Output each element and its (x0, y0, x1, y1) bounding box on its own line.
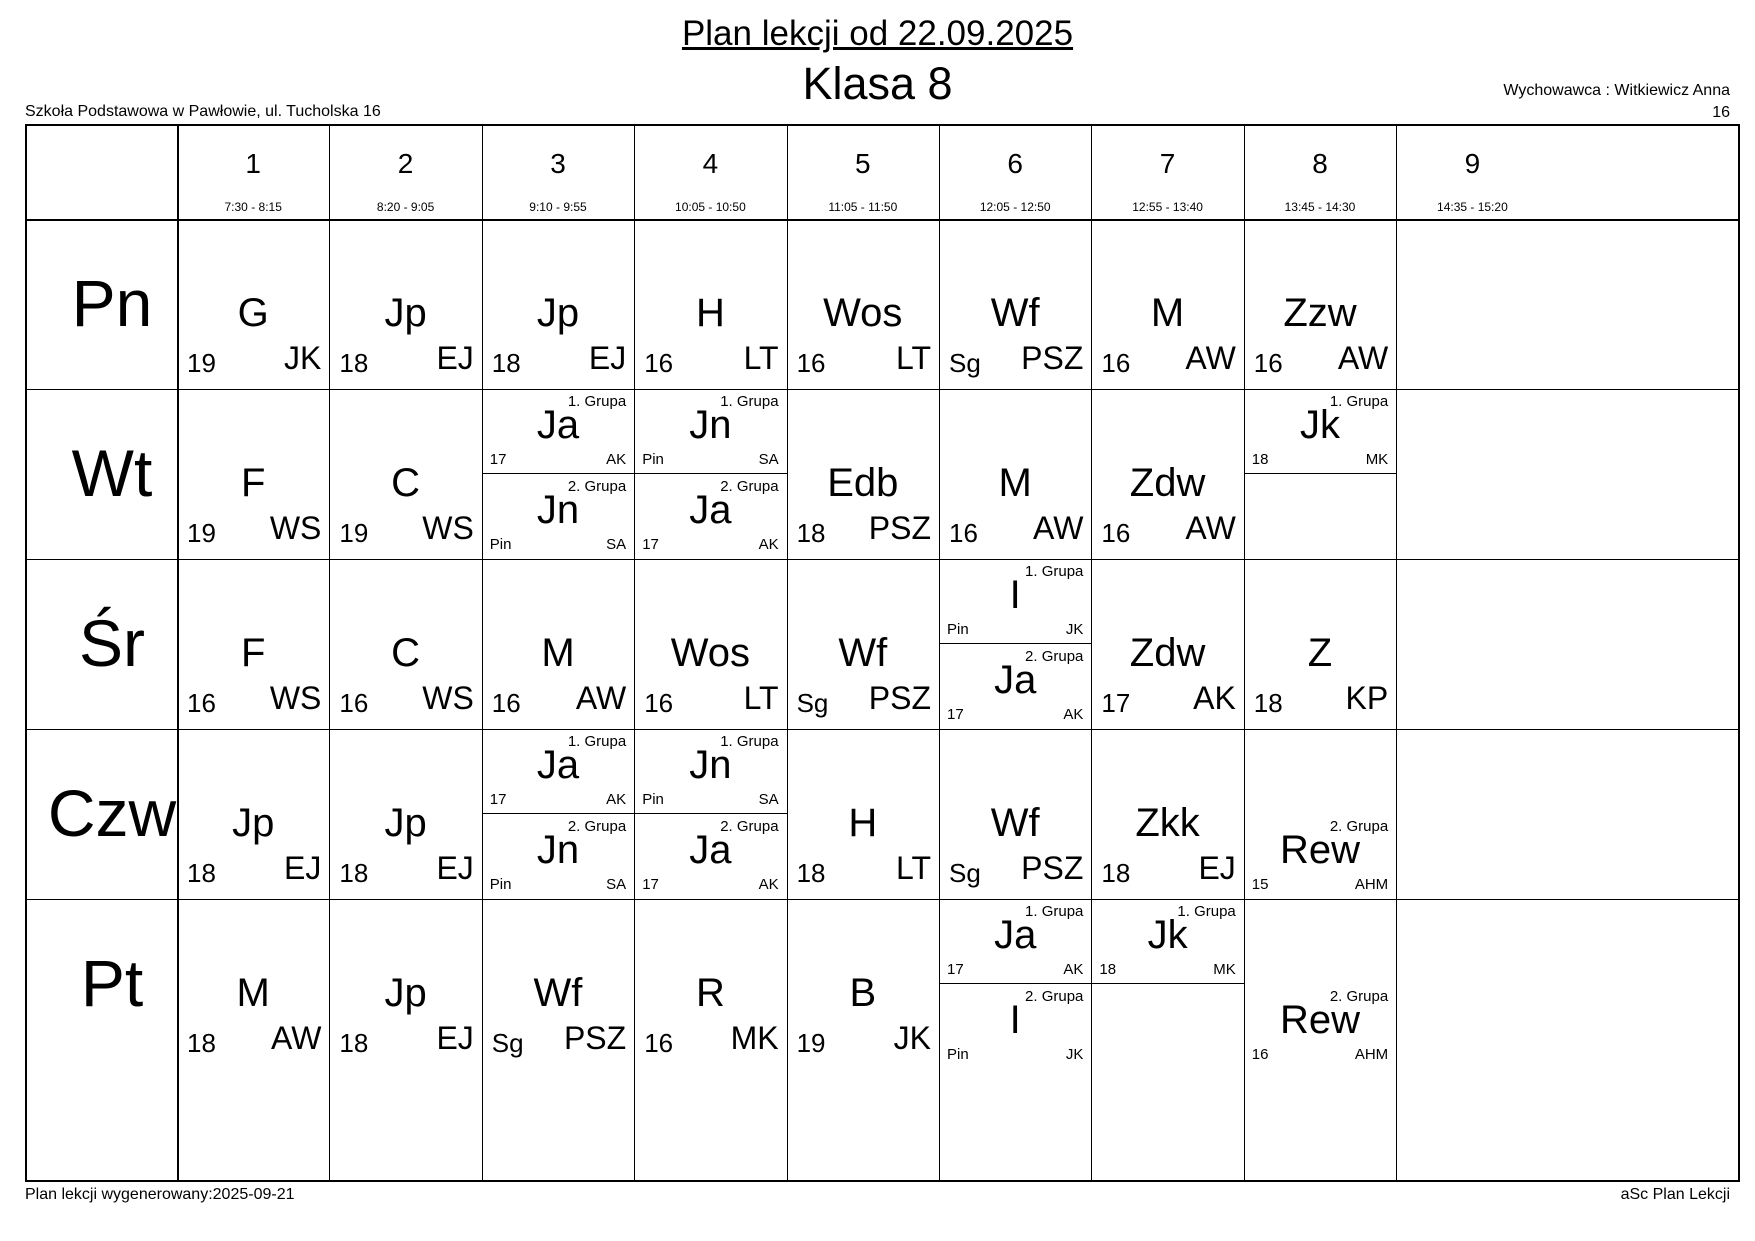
group-label: 1. Grupa (567, 393, 627, 410)
homeroom-room: 16 (1712, 104, 1730, 121)
room-number: Pin (489, 536, 512, 553)
subject: M (541, 631, 575, 675)
room-number: 16 (1101, 518, 1131, 548)
room-number: 18 (339, 348, 369, 378)
group-label: 2. Grupa (720, 818, 779, 835)
teacher-code: AW (575, 680, 627, 716)
lesson-cell[interactable] (939, 559, 1091, 729)
lesson-cell[interactable] (1091, 389, 1243, 559)
period-number: 2 (397, 148, 414, 179)
page-title: Plan lekcji od 22.09.2025 (681, 14, 1074, 53)
teacher-code: WS (422, 510, 474, 546)
group-lesson[interactable] (1244, 814, 1396, 899)
subject: Jk (1299, 403, 1340, 447)
subject: Wf (990, 801, 1040, 845)
group-label: 2. Grupa (567, 818, 627, 835)
teacher-code: AK (1063, 706, 1084, 723)
group-lesson[interactable] (939, 559, 1091, 644)
group-lesson[interactable] (1244, 389, 1396, 474)
group-lesson[interactable] (482, 729, 634, 814)
group-lesson[interactable] (939, 644, 1091, 729)
group-label: 1. Grupa (567, 733, 627, 750)
timetable-grid (25, 124, 1740, 1182)
subject: Jp (384, 971, 427, 1015)
lesson-cell[interactable] (329, 729, 481, 899)
subject: F (240, 631, 266, 675)
teacher-code: PSZ (868, 510, 931, 546)
subject: Zkk (1135, 801, 1200, 845)
teacher-code: MK (1213, 961, 1236, 978)
teacher-code: PSZ (1021, 850, 1084, 886)
period-number: 5 (855, 148, 871, 179)
group-divider (939, 643, 1091, 644)
lesson-cell[interactable] (177, 389, 329, 559)
teacher-code: EJ (436, 340, 474, 376)
period-time: 8:20 - 9:05 (376, 200, 435, 214)
teacher-code: SA (606, 876, 627, 893)
period-number: 4 (702, 148, 719, 179)
group-divider (634, 473, 786, 474)
subject: Jp (232, 801, 275, 845)
group-lesson[interactable] (634, 729, 786, 814)
subject: Wf (990, 291, 1040, 335)
period-time: 7:30 - 8:15 (224, 200, 282, 214)
room-number: 18 (796, 858, 826, 888)
group-divider (1091, 983, 1243, 984)
period-time: 12:05 - 12:50 (979, 200, 1051, 214)
lesson-cell[interactable] (1091, 559, 1243, 729)
lesson-cell[interactable] (1244, 899, 1396, 1069)
room-number: 17 (642, 876, 659, 893)
lesson-cell[interactable] (1244, 729, 1396, 899)
lesson-cell[interactable] (482, 219, 634, 389)
subject: Ja (536, 403, 580, 447)
teacher-code: EJ (1198, 850, 1236, 886)
lesson-cell[interactable] (634, 899, 786, 1069)
period-header (1091, 114, 1243, 219)
room-number: Pin (947, 621, 969, 638)
room-number: 16 (1101, 348, 1131, 378)
teacher-code: AK (606, 451, 627, 468)
teacher-code: AW (1033, 510, 1084, 546)
subject: I (1009, 573, 1021, 617)
lesson-cell[interactable] (177, 559, 329, 729)
room-number: 17 (947, 706, 964, 723)
subject: M (236, 971, 270, 1015)
subject: Jk (1147, 913, 1188, 957)
period-time: 12:55 - 13:40 (1132, 200, 1203, 214)
subject: Jn (536, 828, 580, 872)
room-number: 17 (642, 536, 659, 553)
period-header (787, 114, 939, 219)
teacher-code: SA (606, 536, 627, 553)
group-label: 1. Grupa (1329, 393, 1389, 410)
teacher-code: JK (284, 340, 322, 376)
subject: C (391, 461, 421, 505)
group-divider (482, 813, 634, 814)
room-number: Sg (949, 858, 981, 888)
period-number: 1 (245, 148, 261, 179)
lesson-cell[interactable] (482, 899, 634, 1069)
subject: I (1009, 998, 1021, 1042)
group-label: 2. Grupa (567, 478, 627, 495)
teacher-code: LT (743, 680, 779, 716)
room-number: 16 (1251, 1046, 1269, 1063)
room-number: 18 (1253, 688, 1283, 718)
generator-name: aSc Plan Lekcji (1620, 1186, 1730, 1203)
teacher-code: PSZ (1021, 340, 1084, 376)
room-number: Sg (491, 1028, 524, 1058)
subject: Wos (670, 631, 751, 675)
teacher-code: EJ (436, 1020, 474, 1056)
teacher-code: EJ (588, 340, 627, 376)
teacher-code: SA (758, 791, 779, 808)
generated-date: Plan lekcji wygenerowany:2025-09-21 (25, 1186, 295, 1203)
group-label: 1. Grupa (1025, 563, 1084, 580)
subject: Ja (689, 488, 732, 532)
period-number: 8 (1312, 148, 1328, 179)
group-lesson[interactable] (1244, 984, 1396, 1069)
lesson-cell[interactable] (634, 219, 786, 389)
teacher-code: MK (730, 1020, 779, 1056)
lesson-cell[interactable] (329, 559, 481, 729)
period-header (634, 114, 786, 219)
subject: Ja (994, 913, 1037, 957)
teacher-code: JK (1065, 621, 1084, 638)
period-header (177, 114, 329, 219)
teacher-code: WS (269, 680, 322, 716)
lesson-cell[interactable] (482, 559, 634, 729)
room-number: 18 (491, 348, 521, 378)
teacher-code: LT (896, 850, 931, 886)
group-lesson[interactable] (482, 389, 634, 474)
teacher-code: AK (1193, 680, 1236, 716)
period-header (482, 114, 634, 219)
subject: Zzw (1283, 291, 1357, 335)
room-number: 18 (1101, 858, 1131, 888)
subject: H (695, 291, 725, 335)
subject: H (848, 801, 878, 845)
room-number: 18 (339, 1028, 369, 1058)
teacher-code: AW (1337, 340, 1389, 376)
lesson-cell[interactable] (329, 389, 481, 559)
teacher-code: AW (1185, 510, 1236, 546)
group-lesson[interactable] (634, 474, 786, 559)
teacher-code: PSZ (868, 680, 931, 716)
lesson-cell[interactable] (329, 899, 481, 1069)
subject: Jn (536, 488, 580, 532)
room-number: Sg (796, 688, 829, 718)
lesson-cell[interactable] (787, 389, 939, 559)
room-number: 16 (644, 348, 674, 378)
lesson-cell[interactable] (634, 389, 786, 559)
group-label: 2. Grupa (1329, 818, 1389, 835)
room-number: 19 (796, 1028, 826, 1058)
subject: Wf (533, 971, 583, 1015)
period-time: 13:45 - 14:30 (1284, 200, 1356, 214)
subject: Zdw (1129, 631, 1206, 675)
group-lesson[interactable] (1091, 899, 1243, 984)
lesson-cell[interactable] (939, 389, 1091, 559)
room-number: 18 (1099, 961, 1117, 978)
group-label: 1. Grupa (720, 733, 779, 750)
group-divider (634, 813, 786, 814)
group-lesson[interactable] (634, 814, 786, 899)
lesson-cell[interactable] (177, 729, 329, 899)
teacher-code: MK (1365, 451, 1389, 468)
teacher-code: AHM (1354, 876, 1389, 893)
teacher-code: WS (422, 680, 474, 716)
lesson-cell[interactable] (787, 559, 939, 729)
lesson-cell[interactable] (634, 729, 786, 899)
group-lesson[interactable] (634, 389, 786, 474)
teacher-code: SA (758, 451, 779, 468)
teacher-code: EJ (284, 850, 322, 886)
subject: Ja (536, 743, 580, 787)
subject: Jn (689, 743, 732, 787)
room-number: Pin (947, 1046, 969, 1063)
room-number: Pin (642, 451, 664, 468)
period-number: 9 (1464, 148, 1481, 179)
room-number: 17 (1101, 688, 1131, 718)
teacher-code: JK (1065, 1046, 1084, 1063)
subject: Jn (689, 403, 732, 447)
teacher-code: PSZ (563, 1020, 627, 1056)
lesson-cell[interactable] (939, 729, 1091, 899)
period-header (1396, 114, 1548, 219)
period-header (329, 114, 481, 219)
group-lesson[interactable] (482, 474, 634, 559)
room-number: 16 (1253, 348, 1283, 378)
lesson-cell[interactable] (1244, 559, 1396, 729)
period-header (1244, 114, 1396, 219)
room-number: 18 (796, 518, 826, 548)
grid-vline (1396, 126, 1397, 1180)
room-number: 16 (949, 518, 978, 548)
homeroom-teacher-name: Wychowawca : Witkiewicz Anna (1503, 82, 1730, 99)
subject: Zdw (1129, 461, 1206, 505)
subject: Ja (689, 828, 732, 872)
lesson-cell[interactable] (177, 899, 329, 1069)
room-number: 19 (339, 518, 369, 548)
teacher-code: AW (271, 1020, 322, 1056)
subject: M (1150, 291, 1185, 335)
lesson-cell[interactable] (177, 219, 329, 389)
subject: Edb (827, 461, 899, 505)
lesson-cell[interactable] (939, 219, 1091, 389)
period-number: 6 (1007, 148, 1023, 179)
room-number: 16 (339, 688, 369, 718)
teacher-code: EJ (436, 850, 474, 886)
lesson-cell[interactable] (482, 729, 634, 899)
room-number: 17 (489, 791, 507, 808)
class-name: Klasa 8 (802, 58, 953, 109)
subject: Z (1307, 631, 1333, 675)
room-number: Pin (489, 876, 512, 893)
subject: C (391, 631, 421, 675)
day-label: Śr (79, 606, 145, 680)
group-label: 1. Grupa (720, 393, 779, 410)
day-label: Pt (80, 946, 144, 1020)
period-header (939, 114, 1091, 219)
room-number: 16 (644, 1028, 674, 1058)
room-number: 16 (796, 348, 826, 378)
lesson-cell[interactable] (1091, 219, 1243, 389)
group-label: 2. Grupa (720, 478, 779, 495)
room-number: 15 (1251, 876, 1269, 893)
day-label: Pn (71, 266, 153, 340)
room-number: 17 (947, 961, 964, 978)
group-lesson[interactable] (939, 899, 1091, 984)
room-number: 16 (187, 688, 216, 718)
room-number: 18 (187, 858, 216, 888)
day-label: Czw (47, 776, 177, 850)
subject: Jp (384, 801, 427, 845)
period-time: 9:10 - 9:55 (529, 200, 587, 214)
subject: Ja (994, 658, 1037, 702)
period-time: 14:35 - 15:20 (1437, 200, 1508, 214)
period-time: 11:05 - 11:50 (828, 200, 898, 214)
teacher-code: LT (743, 340, 779, 376)
group-divider (482, 473, 634, 474)
lesson-cell[interactable] (1244, 389, 1396, 559)
school-name: Szkoła Podstawowa w Pawłowie, ul. Tucholska 16 (25, 103, 381, 120)
room-number: 17 (489, 451, 507, 468)
group-label: 2. Grupa (1025, 648, 1084, 665)
lesson-cell[interactable] (482, 389, 634, 559)
lesson-cell[interactable] (1091, 729, 1243, 899)
subject: B (849, 971, 877, 1015)
group-label: 1. Grupa (1177, 903, 1236, 920)
group-lesson[interactable] (482, 814, 634, 899)
subject: Jp (536, 291, 580, 335)
teacher-code: KP (1345, 680, 1389, 716)
room-number: 19 (187, 348, 216, 378)
lesson-cell[interactable] (787, 729, 939, 899)
lesson-cell[interactable] (939, 899, 1091, 1069)
room-number: 16 (644, 688, 674, 718)
room-number: Sg (949, 348, 981, 378)
teacher-code: LT (896, 340, 931, 376)
subject: R (695, 971, 725, 1015)
lesson-cell[interactable] (329, 219, 481, 389)
group-label: 2. Grupa (1025, 988, 1084, 1005)
subject: Wos (823, 291, 903, 335)
teacher-code: AK (606, 791, 627, 808)
subject: Rew (1279, 998, 1360, 1042)
lesson-cell[interactable] (1091, 899, 1243, 1069)
group-lesson[interactable] (939, 984, 1091, 1069)
period-number: 7 (1159, 148, 1176, 179)
teacher-code: AK (1063, 961, 1084, 978)
teacher-code: AK (758, 536, 779, 553)
day-label: Wt (71, 436, 153, 510)
room-number: 18 (187, 1028, 216, 1058)
subject: G (237, 291, 269, 335)
group-label: 2. Grupa (1329, 988, 1389, 1005)
subject: Rew (1279, 828, 1360, 872)
group-divider (939, 983, 1091, 984)
room-number: Pin (642, 791, 664, 808)
lesson-cell[interactable] (1244, 219, 1396, 389)
teacher-code: WS (269, 510, 322, 546)
room-number: 16 (491, 688, 521, 718)
subject: F (240, 461, 266, 505)
lesson-cell[interactable] (634, 559, 786, 729)
lesson-cell[interactable] (787, 219, 939, 389)
teacher-code: AHM (1354, 1046, 1389, 1063)
lesson-cell[interactable] (787, 899, 939, 1069)
period-number: 3 (550, 148, 566, 179)
subject: Jp (384, 291, 427, 335)
room-number: 18 (1251, 451, 1269, 468)
teacher-code: AK (758, 876, 779, 893)
room-number: 19 (187, 518, 216, 548)
teacher-code: JK (893, 1020, 931, 1056)
subject: Wf (838, 631, 888, 675)
period-time: 10:05 - 10:50 (675, 200, 746, 214)
group-label: 1. Grupa (1025, 903, 1084, 920)
subject: M (998, 461, 1032, 505)
teacher-code: AW (1185, 340, 1236, 376)
group-divider (1244, 473, 1396, 474)
room-number: 18 (339, 858, 369, 888)
